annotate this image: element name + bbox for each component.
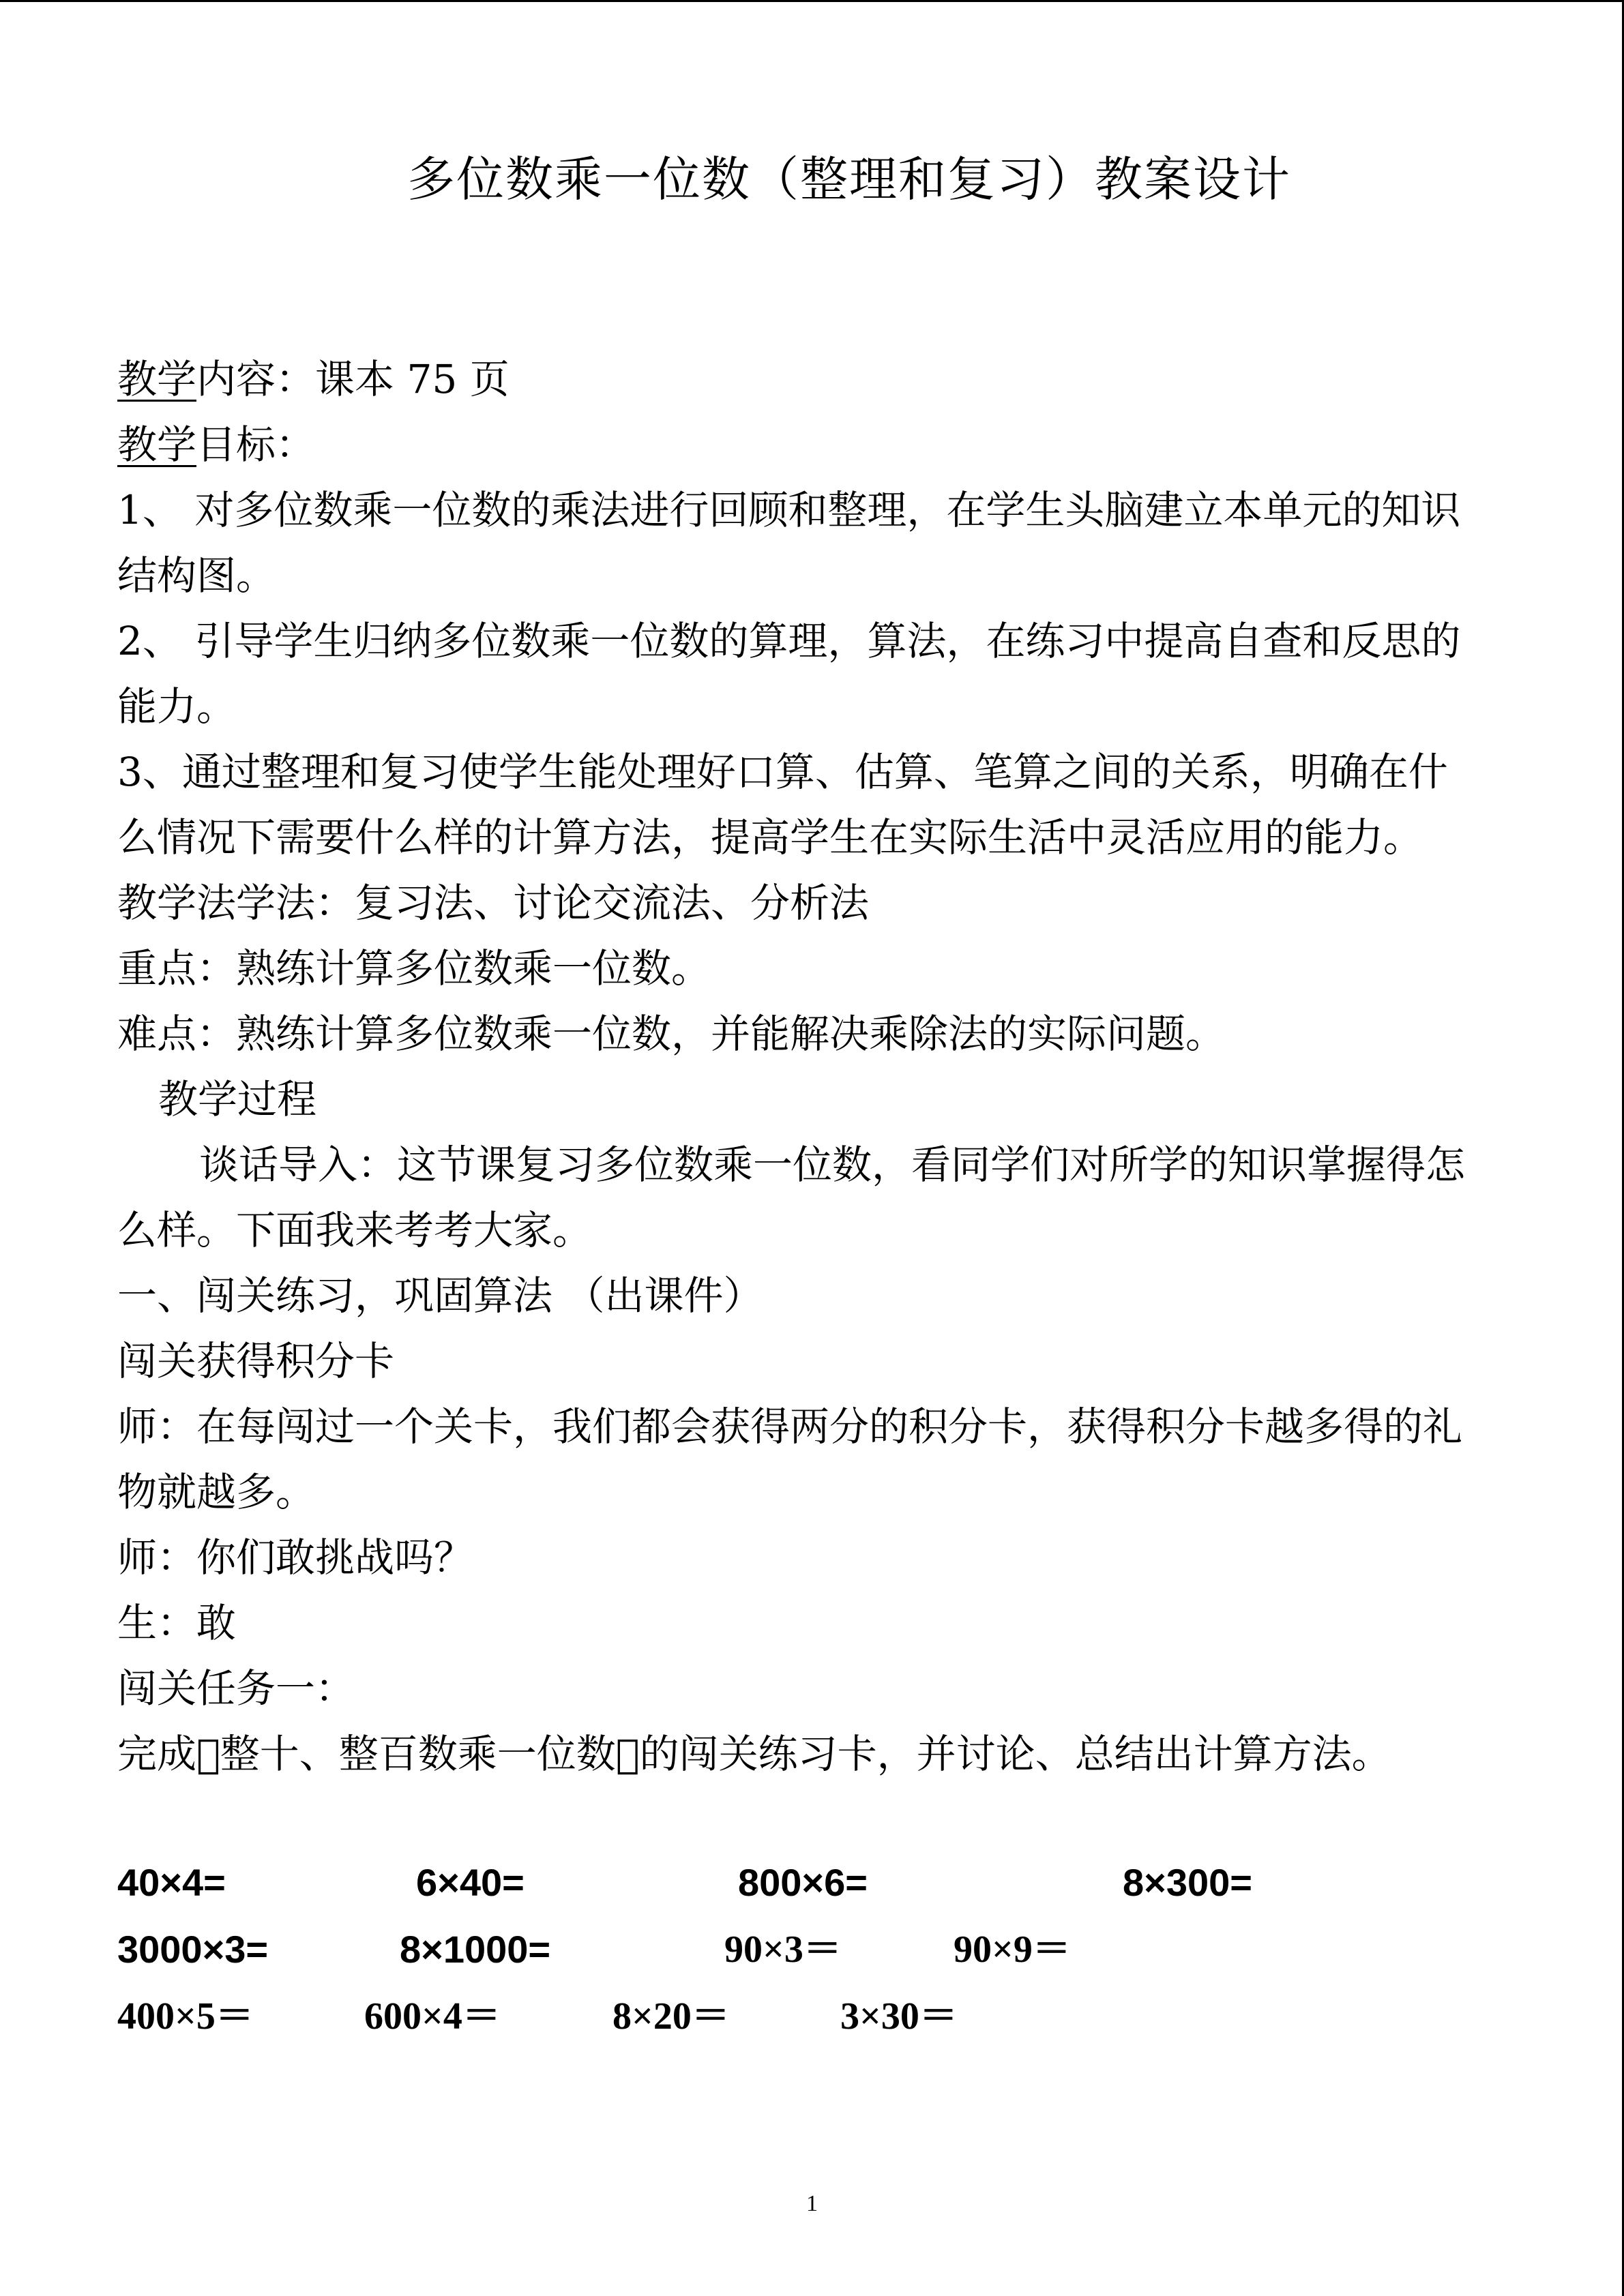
exercise-1-1: 40×4= [117, 1861, 226, 1904]
teaching-goal-text: 目标： [196, 421, 316, 468]
exercise-1-4: 8×300= [1123, 1861, 1252, 1904]
intro-line-a: 谈话导入：这节课复习多位数乘一位数，看同学们对所学的知识掌握得怎 [199, 1142, 1466, 1188]
intro-line-b: 么样。下面我来考考大家。 [117, 1207, 593, 1253]
difficulty: 难点：熟练计算多位数乘一位数，并能解决乘除法的实际问题。 [117, 1011, 1226, 1057]
exercise-2-3: 90×3＝ [724, 1928, 842, 1971]
exercise-1-2: 6×40= [416, 1861, 525, 1904]
teaching-goal-line [117, 417, 315, 472]
page-number: 1 [806, 2191, 818, 2216]
task-1-heading: 闯关任务一： [117, 1665, 355, 1712]
goal-3-line-a: 3、通过整理和复习使学生能处理好口算、估算、笔算之间的关系，明确在什 [117, 749, 1448, 795]
goal-2-line-a: 2、 引导学生归纳多位数乘一位数的算理，算法，在练习中提高自查和反思的 [117, 618, 1461, 664]
key-point: 重点：熟练计算多位数乘一位数。 [117, 945, 711, 992]
exercise-2-4: 90×9＝ [954, 1928, 1071, 1971]
teaching-goal-label: 教学 [117, 421, 197, 468]
exercise-3-4: 3×30＝ [840, 1995, 958, 2038]
document-title: 多位数乘一位数（整理和复习）教案设计 [407, 151, 1291, 207]
teaching-content-label: 教学 [117, 356, 197, 402]
teacher-line-1a: 师：在每闯过一个关卡，我们都会获得两分的积分卡，获得积分卡越多得的礼 [117, 1403, 1463, 1450]
teaching-content-line [117, 352, 510, 406]
teaching-content-text: 内容：课本 75 页 [196, 356, 510, 402]
teacher-line-2: 师：你们敢挑战吗？ [117, 1534, 474, 1581]
goal-2-line-b: 能力。 [117, 683, 237, 730]
goal-3-line-b: 么情况下需要什么样的计算方法，提高学生在实际生活中灵活应用的能力。 [117, 814, 1423, 861]
teaching-methods: 教学法学法：复习法、讨论交流法、分析法 [117, 880, 870, 926]
exercise-3-2: 600×4＝ [364, 1995, 501, 2038]
exercise-1-3: 800×6= [738, 1861, 868, 1904]
teacher-line-1b: 物就越多。 [117, 1469, 316, 1515]
points-card-line: 闯关获得积分卡 [117, 1338, 395, 1384]
student-line: 生：敢 [117, 1600, 237, 1646]
exercise-3-1: 400×5＝ [117, 1995, 254, 2038]
teaching-process-heading: 教学过程 [158, 1076, 317, 1122]
task-1-description: 完成 整十、整百数乘一位数 的闯关练习卡，并讨论、总结出计算方法。 [117, 1731, 1391, 1777]
goal-1-line-a: 1、 对多位数乘一位数的乘法进行回顾和整理，在学生头脑建立本单元的知识 [117, 487, 1461, 533]
exercise-3-3: 8×20＝ [612, 1995, 730, 2038]
goal-1-line-b: 结构图。 [117, 552, 276, 599]
exercise-2-2: 8×1000= [400, 1928, 551, 1971]
exercise-2-1: 3000×3= [117, 1928, 269, 1971]
section-1-heading: 一、闯关练习，巩固算法 （出课件） [117, 1272, 763, 1319]
